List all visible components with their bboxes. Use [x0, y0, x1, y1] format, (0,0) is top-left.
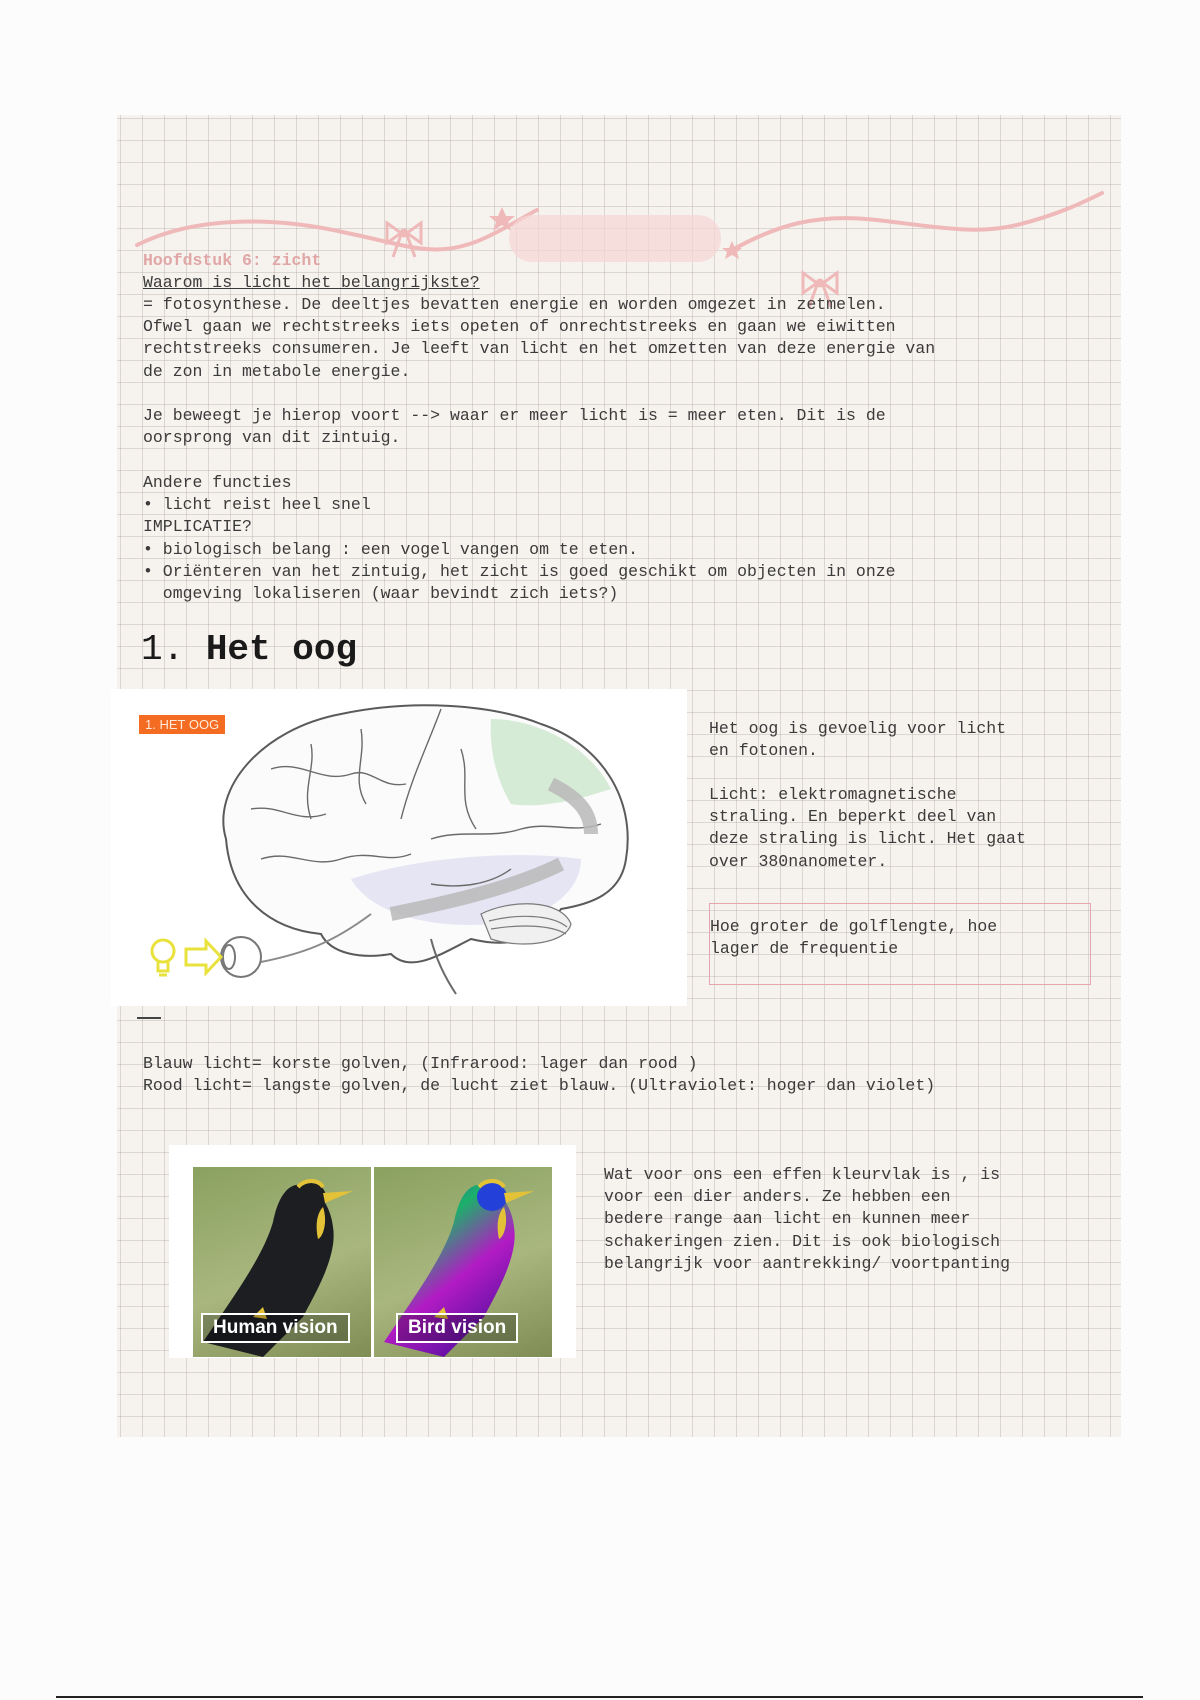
intro-paragraph-1: [143, 294, 935, 383]
ribbon-right-wave: [732, 193, 1102, 250]
bird-vision-text: [604, 1164, 1010, 1275]
bird-vision-photo: [374, 1167, 552, 1357]
text-line: Rood licht= langste golven, de lucht ziet blauw. (Ultraviolet: hoger dan violet): [143, 1076, 936, 1096]
eye-brain-figure: [111, 689, 687, 1006]
text-line: Wat voor ons een effen kleurvlak is , is: [604, 1165, 1001, 1184]
ribbon-left-wave: [137, 210, 537, 249]
functions-heading: Andere functies: [143, 473, 292, 492]
bullet-item: • licht reist heel snel: [143, 495, 371, 515]
bullet-item-continuation: omgeving lokaliseren (waar bevindt zich iets?): [143, 584, 619, 604]
functions-list: [143, 472, 896, 605]
bow-icon: [387, 223, 421, 257]
brain-illustration: [111, 689, 687, 1006]
bird-vision-label: Bird vision: [396, 1313, 518, 1343]
implication-label: IMPLICATIE?: [143, 517, 252, 537]
text-line: belangrijk voor aantrekking/ voortpanting: [604, 1253, 1010, 1273]
section-question: Waarom is licht het belangrijkste?: [143, 273, 480, 292]
bullet-item: • Oriënteren van het zintuig, het zicht is goed geschikt om objecten in onze: [143, 561, 896, 581]
ribbon-banner: [509, 215, 721, 262]
chapter-title: Hoofdstuk 6: zicht: [143, 251, 322, 270]
star-icon: [722, 241, 742, 259]
section-heading: [141, 630, 357, 670]
side-text-1: [709, 718, 1006, 762]
cerebellum: [481, 904, 571, 944]
text-line: Ofwel gaan we rechtstreeks iets opeten of onrechtstreeks en gaan we eiwitten: [143, 317, 896, 337]
text-line: en fotonen.: [709, 741, 818, 761]
text-line: straling. En beperkt deel van: [709, 807, 997, 827]
text-line: Licht: elektromagnetische: [709, 785, 957, 804]
text-line: Je beweegt je hierop voort --> waar er meer licht is = meer eten. Dit is de: [143, 406, 886, 425]
text-line: rechtstreeks consumeren. Je leeft van licht en het omzetten van deze energie van: [143, 339, 936, 359]
eye-icon: [221, 937, 261, 977]
text-line: over 380nanometer.: [709, 851, 888, 871]
bird-vision-figure: [169, 1145, 576, 1358]
text-line: bedere range aan licht en kunnen meer: [604, 1209, 971, 1229]
short-rule: [137, 1017, 161, 1019]
text-line: lager de frequentie: [710, 939, 899, 959]
wavelength-note-box: [709, 903, 1091, 985]
intro-paragraph-2: [143, 405, 886, 449]
section-number: 1.: [141, 629, 185, 670]
text-line: deze straling is licht. Het gaat: [709, 829, 1026, 849]
human-vision-photo: [193, 1167, 371, 1357]
arrow-icon: [186, 941, 221, 973]
text-line: Hoe groter de golflengte, hoe: [710, 917, 998, 936]
text-line: = fotosynthese. De deeltjes bevatten energie en worden omgezet in zetmelen.: [143, 295, 886, 314]
text-line: de zon in metabole energie.: [143, 361, 411, 381]
text-line: Het oog is gevoelig voor licht: [709, 719, 1007, 738]
human-vision-label: Human vision: [201, 1313, 350, 1343]
text-line: Blauw licht= korste golven, (Infrarood: lager dan rood ): [143, 1054, 698, 1073]
text-line: voor een dier anders. Ze hebben een: [604, 1187, 951, 1207]
bullet-item: • biologisch belang : een vogel vangen om te eten.: [143, 539, 639, 559]
text-line: oorsprong van dit zintuig.: [143, 428, 401, 448]
wave-lines: [143, 1053, 935, 1097]
section-title: Het oog: [205, 629, 358, 670]
text-line: schakeringen zien. Dit is ook biologisch: [604, 1231, 1001, 1251]
side-text-2: [709, 784, 1026, 873]
footer-rule: [56, 1696, 1143, 1698]
grid-paper: [117, 115, 1121, 1437]
light-bulb-icon: [152, 940, 174, 975]
figure-badge: 1. HET OOG: [139, 715, 225, 734]
